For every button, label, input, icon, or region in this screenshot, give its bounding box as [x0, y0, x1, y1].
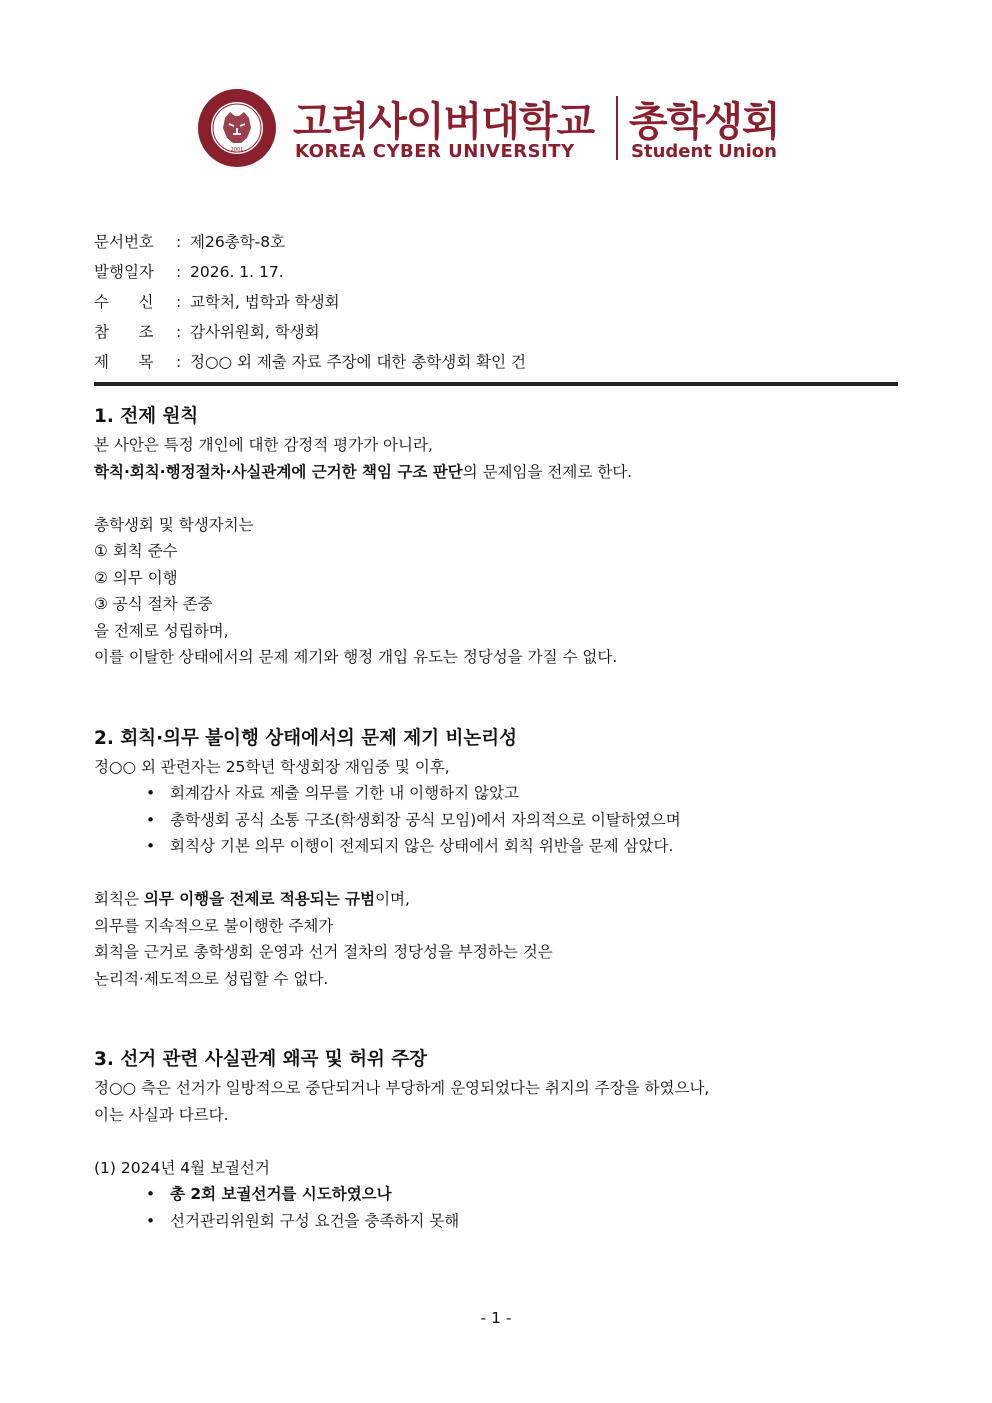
subsection-title: (1) 2024년 4월 보궐선거: [94, 1158, 270, 1177]
meta-row-reference: 참 조 : 감사위원회, 학생회: [94, 323, 320, 341]
bullet-item: • 회칙상 기본 의무 이행이 전제되지 않은 상태에서 회칙 위반을 문제 삼았다.: [94, 833, 904, 860]
student-union-english: Student Union: [631, 141, 777, 162]
bold-phrase: 의무 이행을 전제로 적용되는 규범: [143, 890, 376, 908]
list-item: ① 회칙 준수: [94, 542, 178, 560]
paragraph: 정○○ 외 관련자는 25학년 학생회장 재임중 및 이후,: [94, 757, 450, 776]
paragraph: 회칙을 근거로 총학생회 운영과 선거 절차의 정당성을 부정하는 것은: [94, 943, 553, 961]
meta-row-recipient: 수 신 : 교학처, 법학과 학생회: [94, 293, 340, 311]
student-union-korean: 총학생회: [629, 99, 780, 145]
meta-row-issue-date: 발행일자 : 2026. 1. 17.: [94, 263, 284, 281]
meta-row-subject: 제 목 : 정○○ 외 제출 자료 주장에 대한 총학생회 확인 건: [94, 353, 526, 371]
paragraph: 정○○ 측은 선거가 일방적으로 중단되거나 부당하게 운영되었다는 취지의 주장을 하였으나,: [94, 1079, 710, 1097]
paragraph: 회칙은 의무 이행을 전제로 적용되는 규범이며,: [94, 890, 410, 908]
bullet-dot-icon: •: [146, 810, 156, 829]
letterhead: [197, 88, 797, 168]
meta-row-doc-number: 문서번호 : 제26총학-8호: [94, 233, 286, 251]
bullet-dot-icon: •: [146, 1211, 156, 1230]
bullet-dot-icon: •: [146, 1185, 156, 1203]
paragraph: 총학생회 및 학생자치는: [94, 515, 254, 534]
bullet-item: • 총학생회 공식 소통 구조(학생회장 공식 모임)에서 자의적으로 이탈하였으며: [94, 807, 904, 834]
svg-text:2001: 2001: [230, 147, 244, 153]
university-seal-logo: [197, 88, 277, 168]
bullet-item: • 선거관리위원회 구성 요건을 충족하지 못해: [94, 1208, 904, 1235]
bullet-item: • 총 2회 보궐선거를 시도하였으나: [94, 1181, 904, 1208]
paragraph: 이는 사실과 다르다.: [94, 1105, 229, 1124]
university-name-english: KOREA CYBER UNIVERSITY: [295, 141, 575, 162]
paragraph: 학칙·회칙·행정절차·사실관계에 근거한 책임 구조 판단의 문제임을 전제로 한다.: [94, 462, 633, 481]
section-3-title: 3. 선거 관련 사실관계 왜곡 및 허위 주장: [94, 1049, 428, 1070]
list-item: ③ 공식 절차 존중: [94, 595, 213, 613]
list-item: ② 의무 이행: [94, 568, 178, 587]
paragraph: 논리적·제도적으로 성립할 수 없다.: [94, 969, 329, 988]
document-meta: [94, 229, 526, 379]
paragraph: 을 전제로 성립하며,: [94, 621, 229, 640]
bullet-dot-icon: •: [146, 837, 156, 855]
bold-phrase: 학칙·회칙·행정절차·사실관계에 근거한 책임 구조 판단: [94, 462, 463, 481]
paragraph: 의무를 지속적으로 불이행한 주체가: [94, 916, 334, 935]
section-1-title: 1. 전제 원칙: [94, 406, 199, 427]
header-rule: [94, 382, 898, 386]
document-body: [94, 402, 904, 1234]
bullet-dot-icon: •: [146, 784, 156, 802]
bullet-item: • 회계감사 자료 제출 의무를 기한 내 이행하지 않았고: [94, 780, 904, 807]
paragraph: 본 사안은 특정 개인에 대한 감정적 평가가 아니라,: [94, 436, 433, 454]
section-2-title: 2. 회칙·의무 불이행 상태에서의 문제 제기 비논리성: [94, 727, 517, 749]
header-divider: [616, 96, 618, 160]
university-name-korean: 고려사이버대학교: [293, 99, 595, 145]
page-number: - 1 -: [480, 1309, 512, 1327]
paragraph: 이를 이탈한 상태에서의 문제 제기와 행정 개입 유도는 정당성을 가질 수 없다.: [94, 648, 618, 666]
